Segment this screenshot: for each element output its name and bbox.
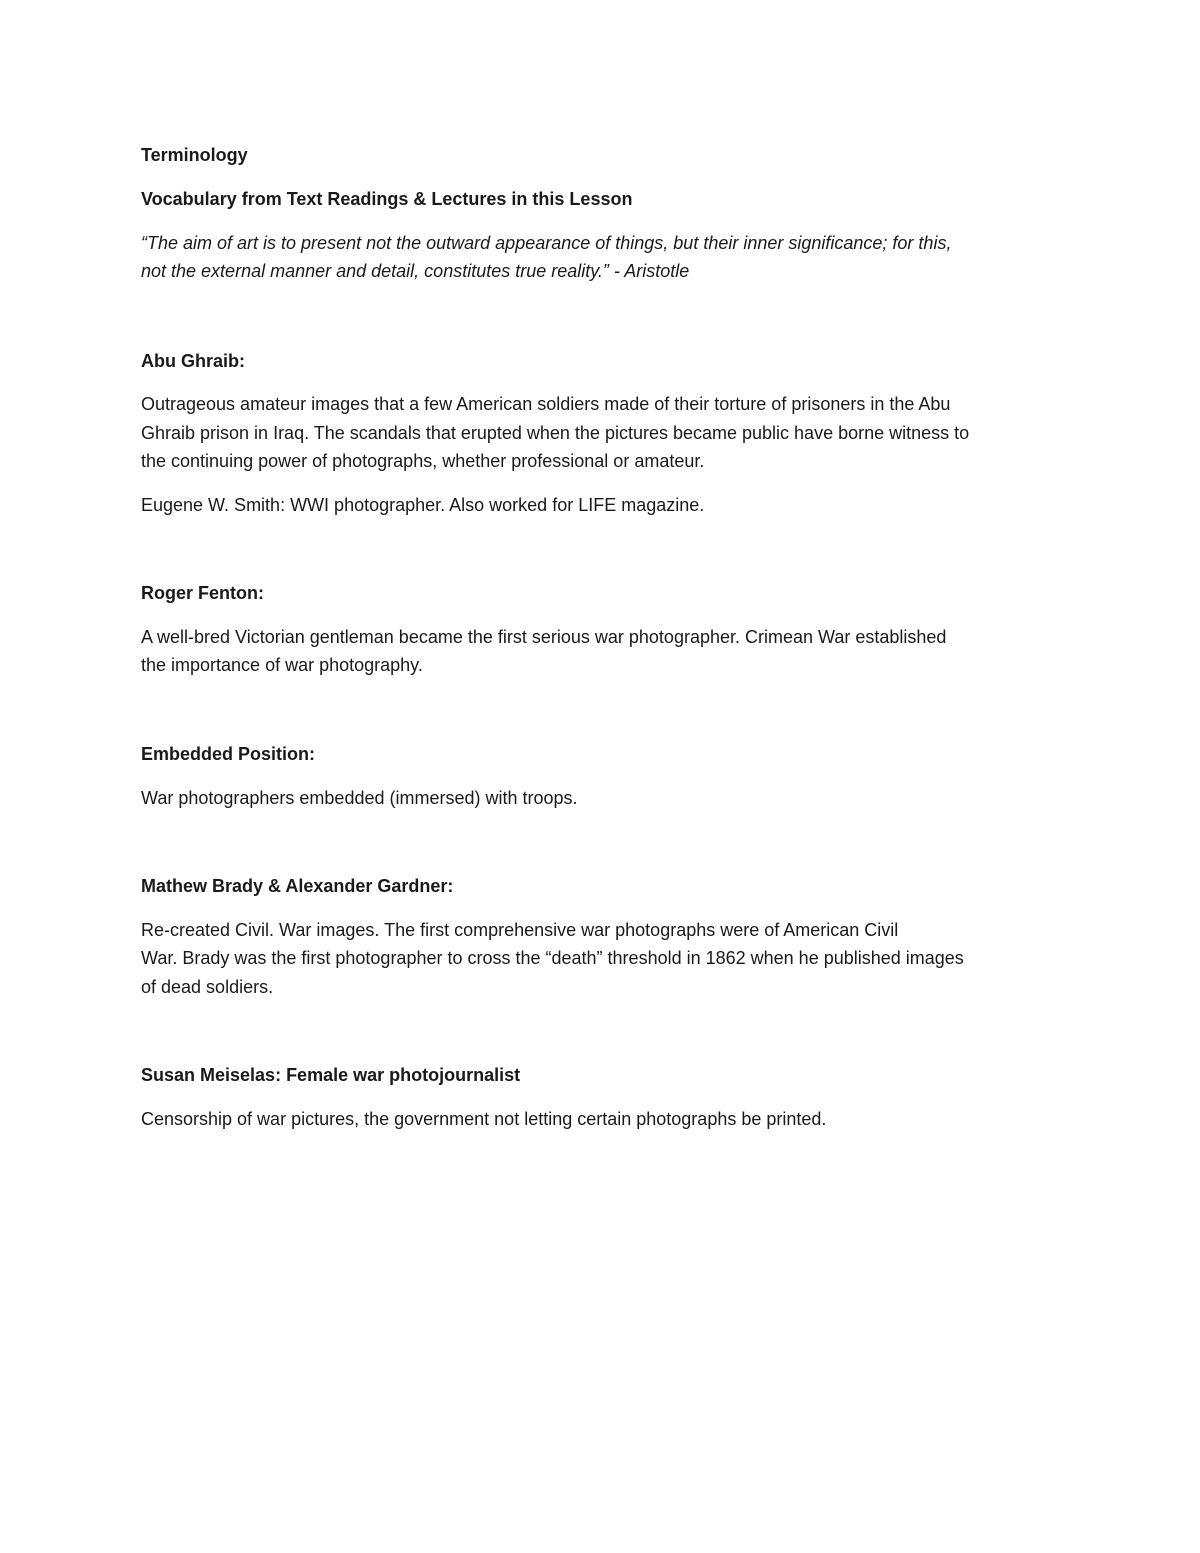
section-body-line: War photographers embedded (immersed) with troops. [141,788,578,808]
section-body-line: of dead soldiers. [141,977,274,997]
section-body-line: Censorship of war pictures, the government not letting certain photographs be printed. [141,1109,827,1129]
section-body-line: Outrageous amateur images that a few American soldiers made of their torture of prisoners in the Abu [141,394,951,414]
section-heading-susan-meiselas: Susan Meiselas: Female war photojournalist [141,1065,521,1085]
document-subtitle: Vocabulary from Text Readings & Lectures in this Lesson [141,189,633,209]
section-heading-roger-fenton: Roger Fenton: [141,583,264,603]
section-heading-abu-ghraib: Abu Ghraib: [141,351,245,371]
quote-line: not the external manner and detail, constitutes true reality.” - Aristotle [141,261,690,281]
section-body-line: Ghraib prison in Iraq. The scandals that erupted when the pictures became public have borne witness to [141,423,970,443]
document-title: Terminology [141,145,248,165]
section-heading-embedded-position: Embedded Position: [141,744,316,764]
section-body-line: Re-created Civil. War images. The first comprehensive war photographs were of American Civil [141,920,899,940]
section-body-line: A well-bred Victorian gentleman became the first serious war photographer. Crimean War established [141,627,947,647]
section-body-line: the continuing power of photographs, whether professional or amateur. [141,451,705,471]
section-heading-brady-gardner: Mathew Brady & Alexander Gardner: [141,876,454,896]
section-body-line: the importance of war photography. [141,655,423,675]
section-extra-note: Eugene W. Smith: WWI photographer. Also worked for LIFE magazine. [141,495,705,515]
quote-line: “The aim of art is to present not the outward appearance of things, but their inner significance; for this, [141,233,952,253]
section-body-line: War. Brady was the first photographer to cross the “death” threshold in 1862 when he published images [141,948,964,968]
